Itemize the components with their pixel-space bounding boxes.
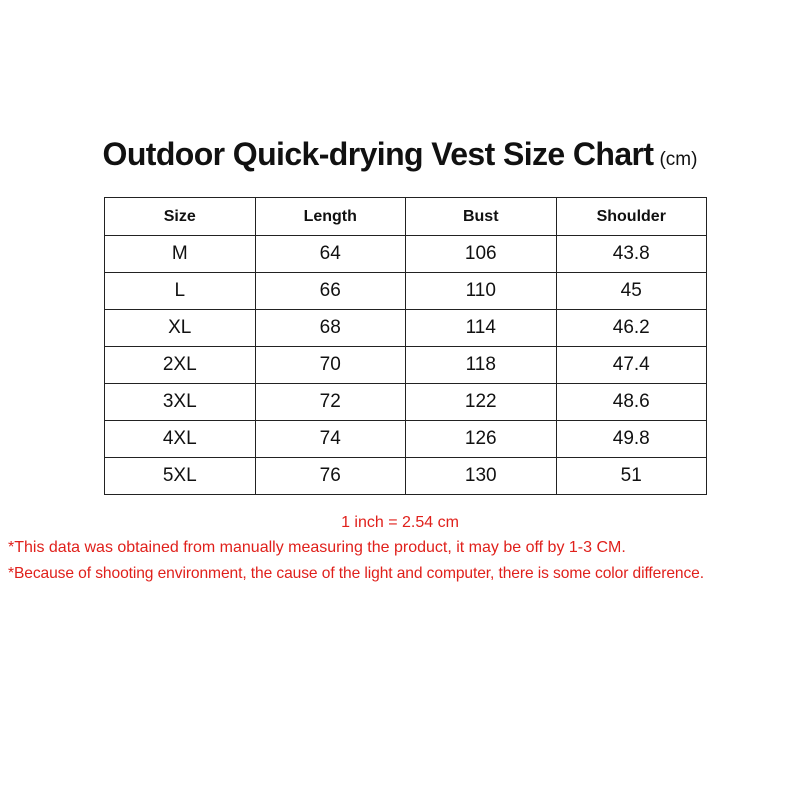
table-row bbox=[105, 273, 707, 310]
table-row bbox=[105, 384, 707, 421]
table-header-row bbox=[105, 198, 707, 236]
chart-title bbox=[0, 136, 800, 173]
cell-bust: 106 bbox=[406, 236, 557, 273]
cell-length: 66 bbox=[255, 273, 406, 310]
cell-length: 64 bbox=[255, 236, 406, 273]
cell-shoulder: 43.8 bbox=[556, 236, 707, 273]
size-table bbox=[104, 197, 707, 495]
cell-shoulder: 46.2 bbox=[556, 310, 707, 347]
cell-size: M bbox=[105, 236, 256, 273]
table-row bbox=[105, 310, 707, 347]
cell-bust: 118 bbox=[406, 347, 557, 384]
header-length: Length bbox=[255, 198, 406, 236]
chart-title-text: Outdoor Quick-drying Vest Size Chart bbox=[102, 136, 654, 172]
cell-size: 2XL bbox=[105, 347, 256, 384]
cell-shoulder: 48.6 bbox=[556, 384, 707, 421]
cell-shoulder: 51 bbox=[556, 458, 707, 495]
header-size: Size bbox=[105, 198, 256, 236]
cell-shoulder: 47.4 bbox=[556, 347, 707, 384]
cell-size: 3XL bbox=[105, 384, 256, 421]
cell-bust: 130 bbox=[406, 458, 557, 495]
cell-size: 5XL bbox=[105, 458, 256, 495]
cell-bust: 114 bbox=[406, 310, 557, 347]
cell-shoulder: 45 bbox=[556, 273, 707, 310]
cell-size: XL bbox=[105, 310, 256, 347]
chart-title-unit: (cm) bbox=[659, 149, 698, 170]
header-shoulder: Shoulder bbox=[556, 198, 707, 236]
notes-block bbox=[0, 511, 800, 587]
table-row bbox=[105, 347, 707, 384]
cell-length: 68 bbox=[255, 310, 406, 347]
cell-length: 74 bbox=[255, 421, 406, 458]
cell-length: 72 bbox=[255, 384, 406, 421]
table-row bbox=[105, 458, 707, 495]
cell-bust: 122 bbox=[406, 384, 557, 421]
table-row bbox=[105, 421, 707, 458]
table-row bbox=[105, 236, 707, 273]
cell-bust: 110 bbox=[406, 273, 557, 310]
inch-conversion-note: 1 inch = 2.54 cm bbox=[341, 514, 459, 531]
cell-size: L bbox=[105, 273, 256, 310]
cell-size: 4XL bbox=[105, 421, 256, 458]
cell-shoulder: 49.8 bbox=[556, 421, 707, 458]
cell-bust: 126 bbox=[406, 421, 557, 458]
cell-length: 76 bbox=[255, 458, 406, 495]
measurement-disclaimer: *This data was obtained from manually measuring the product, it may be off by 1-3 CM. bbox=[8, 539, 626, 556]
cell-length: 70 bbox=[255, 347, 406, 384]
color-disclaimer: *Because of shooting environment, the cause of the light and computer, there is some color difference. bbox=[8, 565, 704, 582]
header-bust: Bust bbox=[406, 198, 557, 236]
